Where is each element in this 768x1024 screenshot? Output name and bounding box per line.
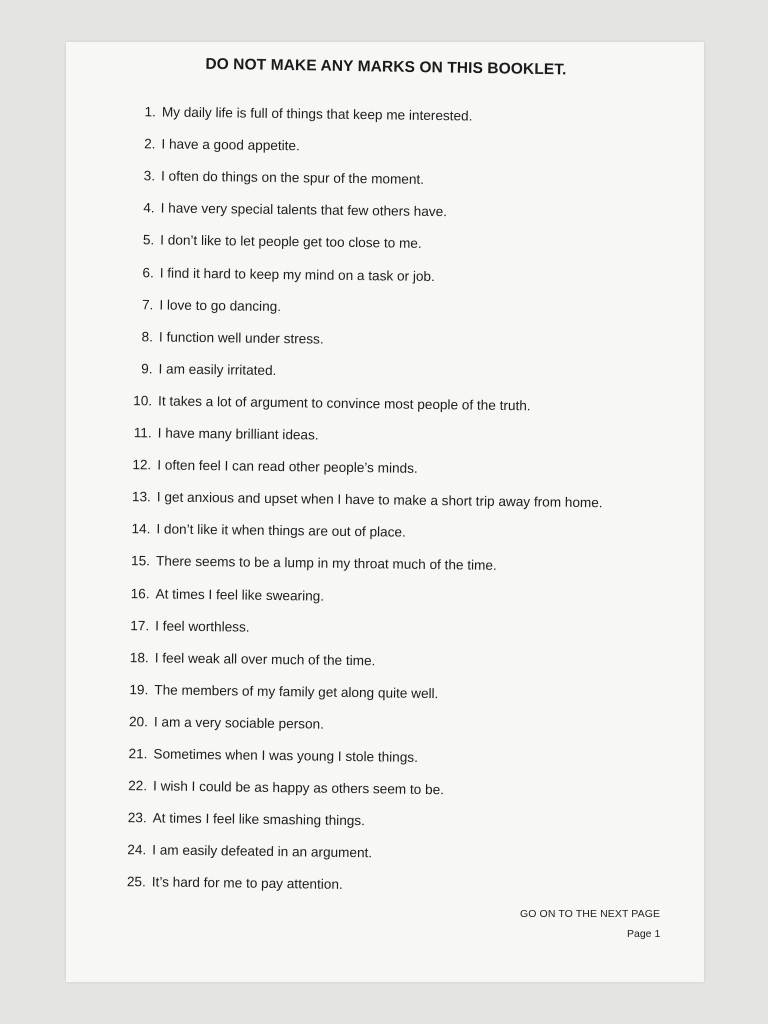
booklet-page (66, 42, 704, 982)
statement-item (123, 329, 683, 356)
statement-number: 17. (130, 617, 150, 633)
statement-text: I am easily defeated in an argument. (152, 842, 373, 861)
statement-list (126, 104, 686, 893)
statement-item (123, 297, 683, 324)
statement-number: 24. (127, 842, 147, 858)
statement-text: I get anxious and upset when I have to make a short trip away from home. (156, 489, 603, 511)
statement-number: 9. (141, 361, 153, 377)
statement-item (118, 682, 678, 709)
statement-number: 1. (144, 104, 156, 120)
statement-item (119, 585, 679, 612)
page-title: DO NOT MAKE ANY MARKS ON THIS BOOKLET. (205, 55, 567, 79)
statement-item (118, 714, 678, 741)
statement-number: 18. (129, 649, 149, 666)
statement-number: 4. (143, 200, 155, 216)
statement-item (119, 650, 679, 677)
statement-text: I am easily irritated. (158, 361, 277, 378)
statement-text: The members of my family get along quite well. (154, 682, 439, 701)
statement-item (120, 521, 680, 548)
statement-text: There seems to be a lump in my throat much of the time. (155, 553, 497, 574)
statement-text: I am a very sociable person. (153, 714, 325, 732)
statement-text: Sometimes when I was young I stole things. (153, 746, 419, 765)
statement-item (116, 874, 676, 901)
statement-number: 11. (133, 425, 152, 441)
statement-text: I often feel I can read other people’s minds. (157, 457, 418, 476)
page-number: Page 1 (627, 928, 661, 940)
statement-number: 23. (127, 810, 147, 826)
statement-number: 3. (143, 168, 156, 184)
statement-item (124, 264, 684, 291)
statement-number: 5. (142, 232, 155, 248)
statement-item (125, 168, 685, 195)
statement-number: 10. (133, 393, 153, 409)
statement-number: 21. (128, 746, 148, 762)
statement-number: 19. (129, 681, 149, 698)
statement-text: My daily life is full of things that keep me interested. (161, 104, 473, 124)
statement-item (124, 232, 684, 259)
statement-number: 16. (130, 585, 150, 601)
statement-item (124, 200, 684, 227)
statement-item (121, 489, 681, 516)
statement-number: 7. (141, 296, 154, 312)
statement-item (119, 618, 679, 645)
statement-number: 2. (144, 136, 156, 152)
statement-number: 25. (126, 874, 146, 890)
statement-text: At times I feel like swearing. (155, 585, 325, 604)
statement-item (116, 842, 676, 869)
statement-item (125, 136, 685, 163)
statement-number: 14. (131, 521, 151, 537)
statement-text: I have very special talents that few others have. (160, 200, 448, 220)
statement-text: I feel weak all over much of the time. (154, 650, 376, 668)
statement-item (120, 553, 680, 580)
statement-item (117, 746, 677, 773)
statement-text: It’s hard for me to pay attention. (151, 874, 343, 893)
statement-text: I find it hard to keep my mind on a task or job. (159, 264, 435, 284)
statement-item (122, 425, 682, 452)
statement-number: 6. (142, 264, 154, 280)
statement-item (117, 778, 677, 805)
statement-text: I don’t like it when things are out of place. (156, 521, 406, 540)
statement-text: I have a good appetite. (161, 136, 300, 154)
statement-number: 8. (141, 328, 154, 345)
statement-text: I feel worthless. (155, 618, 250, 635)
statement-item (116, 810, 676, 837)
statement-text: At times I feel like smashing things. (152, 810, 366, 829)
statement-text: I love to go dancing. (159, 297, 282, 314)
next-page-note: GO ON TO THE NEXT PAGE (520, 908, 661, 920)
statement-text: I function well under stress. (158, 329, 324, 347)
statement-number: 15. (131, 553, 151, 569)
statement-text: I don’t like to let people get too close to me. (160, 232, 422, 252)
statement-item (122, 361, 682, 388)
statement-item (122, 393, 682, 420)
statement-text: I have many brilliant ideas. (157, 425, 319, 443)
statement-text: I wish I could be as happy as others seem to be. (152, 778, 445, 798)
statement-text: I often do things on the spur of the moment. (160, 168, 425, 188)
statement-text: It takes a lot of argument to convince most people of the truth. (158, 393, 531, 414)
statement-number: 20. (128, 713, 149, 730)
statement-number: 13. (131, 489, 151, 505)
statement-number: 12. (132, 457, 152, 473)
statement-item (126, 104, 686, 131)
statement-item (121, 457, 681, 484)
statement-number: 22. (128, 778, 148, 794)
